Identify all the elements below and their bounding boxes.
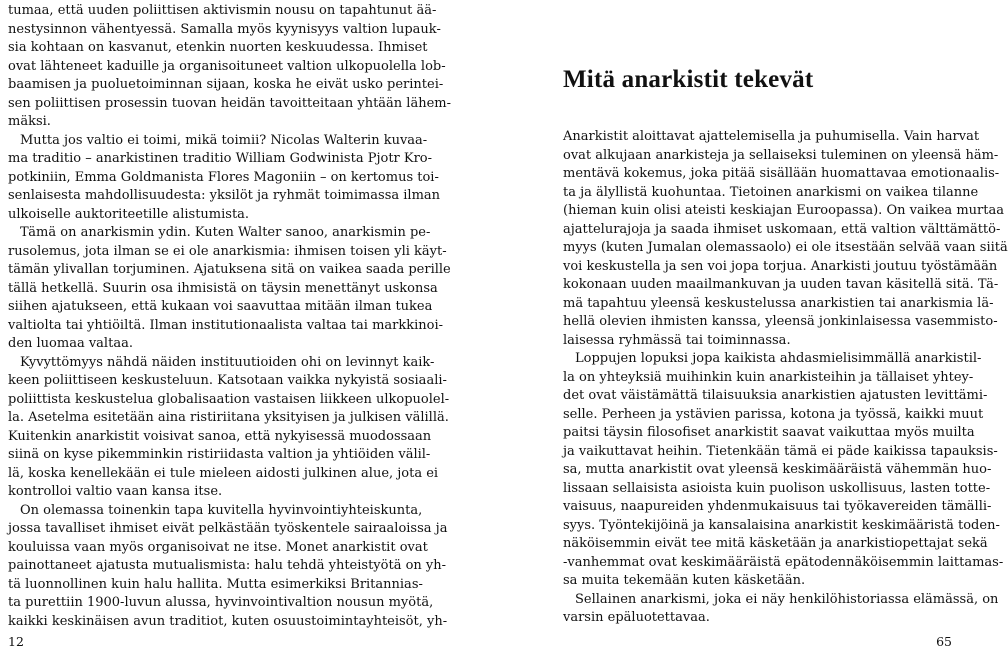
text-line: den luomaa valtaa. [8,336,133,351]
text-line: potkiniin, Emma Goldmanista Flores Magoniin – on kertomus toi- [8,169,439,185]
text-line: ajattelurajoja ja saada ihmiset uskomaan, että valtion välttämättö- [563,221,1001,237]
text-line: Anarkistit aloittavat ajattelemisella ja puhumisella. Vain harvat [563,129,980,144]
text-line: ta purettiin 1900-luvun alussa, hyvinvointivaltion nousun myötä, [8,595,434,610]
text-line: mäksi. [8,114,51,129]
text-line: Tämä on anarkismin ydin. Kuten Walter sanoo, anarkismin pe- [20,225,431,240]
text-line: tämän ylivallan torjuminen. Ajatuksena sitä on vaikea saada perille [8,262,451,277]
text-line: la on yhteyksiä muihinkin kuin anarkisteihin ja tällaiset yhtey- [563,369,974,385]
text-line: lissaan sellaisista asioista kuin puolison uskollisuus, lasten totte- [563,480,991,496]
text-line: rusolemus, jota ilman se ei ole anarkismia: ihmisen toisen yli käyt- [8,243,447,259]
text-line: siihen ajatukseen, että kukaan voi saavuttaa mitään ilman tukea [8,299,433,314]
text-line: kokonaan uuden maailmankuvan ja uuden tavan käsitellä sitä. Tä- [563,277,999,292]
text-line: lä, koska kenellekään ei tule mieleen aidosti julkinen alue, jota ei [8,465,439,481]
text-line: kouluissa vaan myös organisoivat ne itse. Monet anarkistit ovat [8,539,428,555]
text-line: syys. Työntekijöinä ja kansalaisina anarkistit keskimääristä toden- [563,517,1000,533]
text-line: laisessa ryhmässä tai toiminnassa. [563,332,791,348]
text-line: tällä hetkellä. Suurin osa ihmisistä on täysin menettänyt uskonsa [8,280,438,296]
text-line: myys (kuten Jumalan olemassaolo) ei ole itsestään selvää vaan siitä [563,240,1008,255]
text-line: (hieman kuin olisi ateisti keskiajan Euroopassa). On vaikea murtaa [563,203,1004,218]
text-line: varsin epäluotettavaa. [563,610,710,625]
left-page-number: 12 [8,634,24,649]
text-line: ovat alkujaan anarkisteja ja sellaiseksi tuleminen on yleensä häm- [563,147,999,163]
text-line: la. Asetelma esitetään aina ristiriitana yksityisen ja julkisen välillä. [8,410,449,425]
text-line: kontrolloi valtio vaan kansa itse. [8,484,223,499]
text-line: Mutta jos valtio ei toimi, mikä toimii? Nicolas Walterin kuvaa- [20,132,428,148]
text-line: sa, mutta anarkistit ovat yleensä keskimääräistä vähemmän huo- [563,462,992,477]
text-line: -vanhemmat ovat keskimääräistä epätodennäköisemmin laittamas- [563,554,1004,570]
text-line: voi keskustella ja sen voi jopa torjua. Anarkisti joutuu työstämään [563,258,998,274]
text-line: nestysinnon vähentyessä. Samalla myös kyynisyys valtion lupauk- [8,21,441,37]
text-line: näköisemmin eivät tee mitä käsketään ja anarkistiopettajat sekä [563,536,988,551]
text-line: Kyvyttömyys nähdä näiden instituutioiden ohi on levinnyt kaik- [20,354,435,370]
text-line: Sellainen anarkismi, joka ei näy henkilöhistoriassa elämässä, on [575,591,999,607]
text-line: det ovat väistämättä tilaisuuksia anarkistien ajatusten levittämi- [563,388,988,403]
text-line: valtiolta tai yhtiöiltä. Ilman institutionaalista valtaa tai markkinoi- [8,317,444,333]
text-line: sen poliittisen prosessin tuovan heidän tavoitteitaan yhtään lähem- [8,95,451,111]
text-line: baamisen ja puoluetoiminnan sijaan, koska he eivät usko perintei- [8,77,444,92]
text-line: tumaa, että uuden poliittisen aktivismin nousu on tapahtunut ää- [8,3,437,18]
text-line: hellä olevien ihmisten kanssa, yleensä jonkinlaisessa vasemmisto- [563,314,998,329]
text-line: mä tapahtuu yleensä keskustelussa anarkistien tai anarkismia lä- [563,295,994,311]
text-line: jossa tavalliset ihmiset eivät pelkästään työskentele sairaaloissa ja [8,521,448,536]
text-line: ja vaikuttavat heihin. Tietenkään tämä ei päde kaikissa tapauksis- [563,443,998,459]
text-line: ta ja älyllistä kuohuntaa. Tietoinen anarkismi on vaikea tilanne [563,184,979,200]
text-line: painottaneet ajatusta mutualismista: halu tehdä yhteistyötä on yh- [8,558,447,573]
text-line: siinä on kyse pikemminkin ristiriidasta valtion ja yhtiöiden välil- [8,447,431,462]
text-line: ma traditio – anarkistinen traditio William Godwinista Pjotr Kro- [8,151,433,166]
right-page-text-column [563,128,1008,628]
text-line: sa muita tekemään kuten käsketään. [563,573,806,588]
text-line: Kuitenkin anarkistit voisivat sanoa, että nykyisessä muodossaan [8,428,432,444]
text-line: Loppujen lopuksi jopa kaikista ahdasmielisimmällä anarkistil- [575,351,982,366]
text-line: poliittista keskustelua globalisaation vastaisen liikkeen ulkopuolel- [8,391,450,407]
text-line: ulkoiselle auktoriteetille alistumista. [8,206,250,222]
text-line: selle. Perheen ja ystävien parissa, kotona ja työssä, kaikki muut [563,406,984,422]
text-line: tä luonnollinen kuin halu hallita. Mutta esimerkiksi Britannias- [8,576,423,592]
text-line: paitsi täysin filosofiset anarkistit saavat vaikuttaa myös muilta [563,425,975,440]
text-line: senlaisesta mahdollisuudesta: yksilöt ja ryhmät toimimassa ilman [8,188,441,203]
left-page-text-column [8,2,451,631]
text-line: sia kohtaan on kasvanut, etenkin nuorten keskuudessa. Ihmiset [8,40,428,55]
text-line: On olemassa toinenkin tapa kuvitella hyvinvointiyhteiskunta, [20,502,423,518]
right-page-number: 65 [936,634,952,649]
chapter-heading: Mitä anarkistit tekevät [563,66,814,93]
text-line: keen poliittiseen keskusteluun. Katsotaan vaikka nykyistä sosiaali- [8,373,447,388]
text-line: vaisuus, naapureiden yhdenmukaisuus tai työkavereiden tämälli- [563,499,992,514]
text-line: kaikki keskinäisen avun traditiot, kuten osuustoimintayhteisöt, yh- [8,613,448,629]
text-line: ovat lähteneet kaduille ja organisoituneet valtion ulkopuolella lob- [8,58,446,74]
text-line: mentävä kokemus, joka pitää sisällään huomattavaa emotionaalis- [563,166,1000,181]
